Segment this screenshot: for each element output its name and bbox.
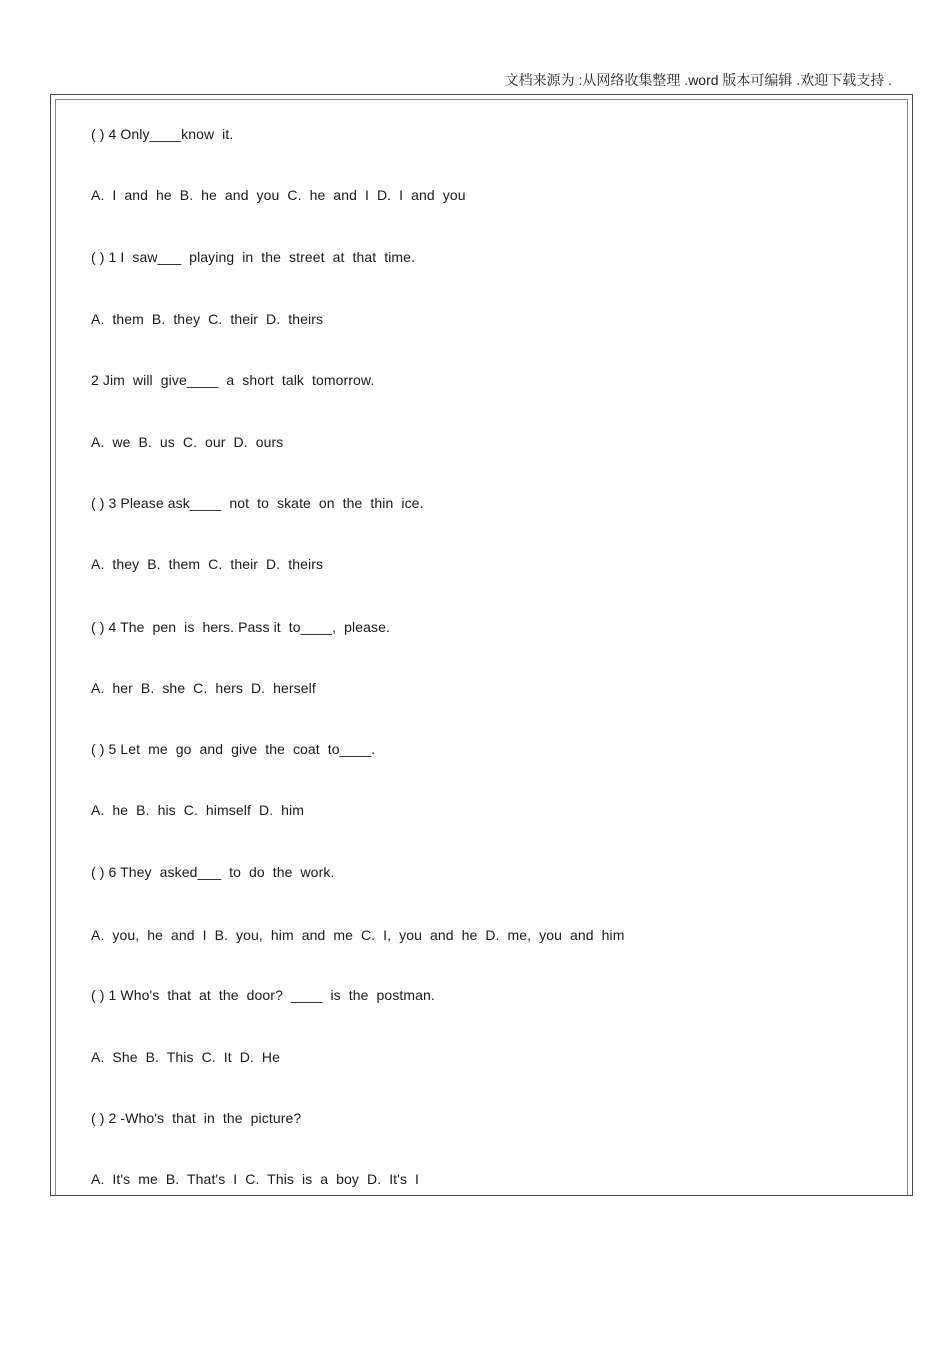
question-line: ( ) 1 Who's that at the door? ____ is the postman. <box>91 987 435 1003</box>
question-line: ( ) 1 I saw___ playing in the street at that time. <box>91 249 416 265</box>
question-line: ( ) 4 The pen is hers. Pass it to____, please. <box>91 619 390 635</box>
options-line: A. he B. his C. himself D. him <box>91 802 304 818</box>
options-line: A. She B. This C. It D. He <box>91 1049 280 1065</box>
options-line: A. you, he and I B. you, him and me C. I, you and he D. me, you and him <box>91 927 625 943</box>
question-line: 2 Jim will give____ a short talk tomorrow. <box>91 372 375 388</box>
options-line: A. It's me B. That's I C. This is a boy D. It's I <box>91 1171 420 1187</box>
question-line: ( ) 5 Let me go and give the coat to____. <box>91 741 376 757</box>
header-note: 文档来源为 :从网络收集整理 .word 版本可编辑 .欢迎下载支持 . <box>504 72 892 88</box>
options-line: A. we B. us C. our D. ours <box>91 434 284 450</box>
question-line: ( ) 3 Please ask____ not to skate on the thin ice. <box>91 495 424 511</box>
question-line: ( ) 2 -Who's that in the picture? <box>91 1110 302 1126</box>
question-line: ( ) 6 They asked___ to do the work. <box>91 864 335 880</box>
options-line: A. them B. they C. their D. theirs <box>91 311 324 327</box>
options-line: A. I and he B. he and you C. he and I D. I and you <box>91 187 466 203</box>
question-line: ( ) 4 Only____know it. <box>91 126 234 142</box>
options-line: A. they B. them C. their D. theirs <box>91 556 324 572</box>
options-line: A. her B. she C. hers D. herself <box>91 680 316 696</box>
